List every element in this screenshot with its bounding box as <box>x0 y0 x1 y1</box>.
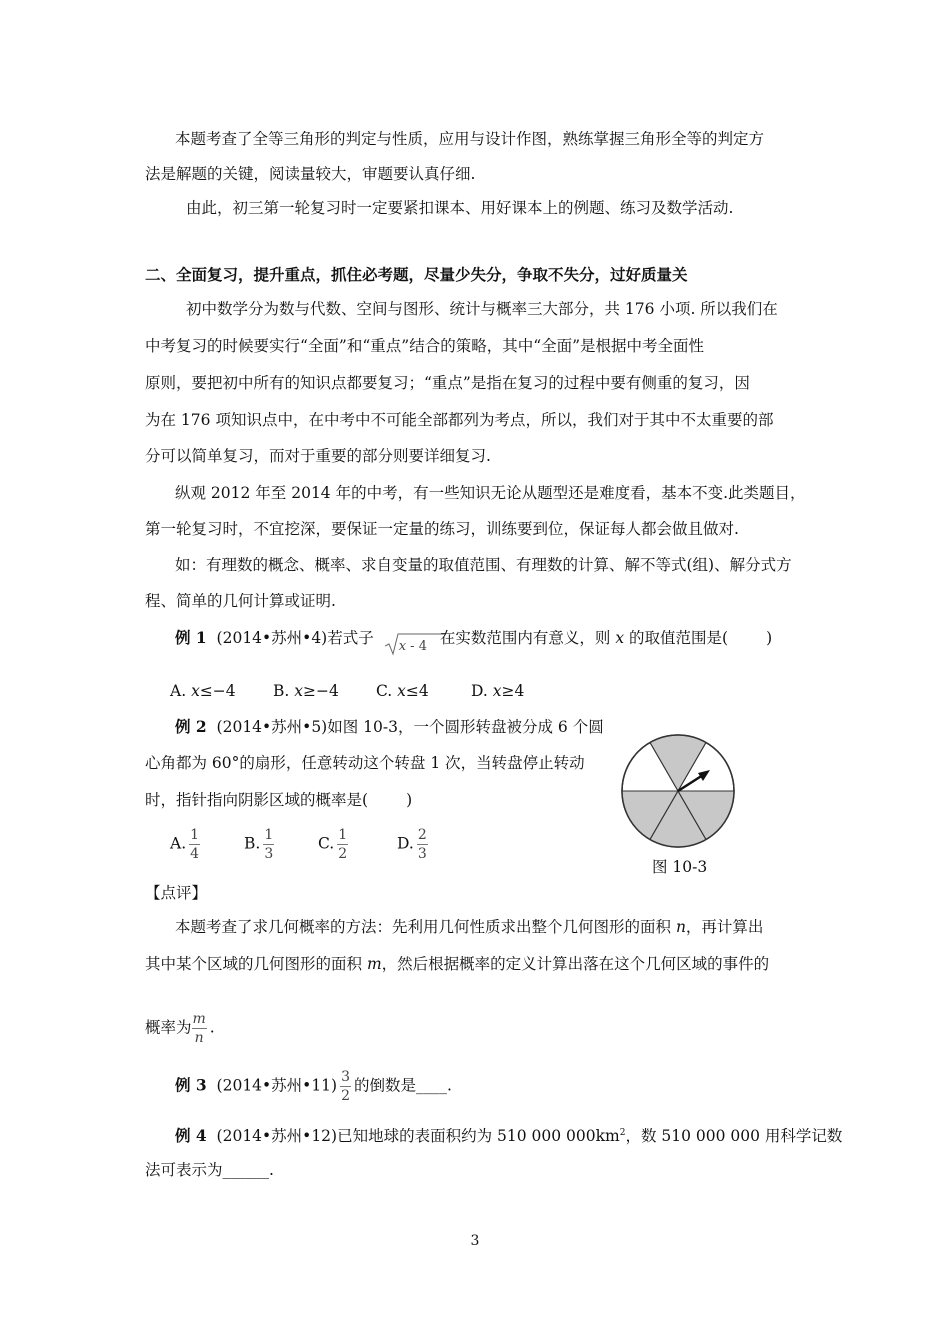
question-text: 的取值范围是( <box>624 629 729 647</box>
paragraph-line: 程、简单的几何计算或证明. <box>145 592 336 610</box>
example-2-line: 心角都为 60°的扇形，任意转动这个转盘 1 次，当转盘停止转动 <box>145 754 585 772</box>
option-c: C. x≤4 <box>376 682 429 700</box>
paragraph-line: 本题考查了全等三角形的判定与性质，应用与设计作图，熟练掌握三角形全等的判定方 <box>175 130 765 148</box>
paragraph-line: 初中数学分为数与代数、空间与图形、统计与概率三大部分，共 176 小项. 所以我们在 <box>186 300 778 318</box>
example-3-question: 例 3 (2014•苏州•11) $\frac{3}{2}$ 的倒数是____. <box>175 1069 452 1104</box>
example-label: 例 3 <box>175 1075 207 1095</box>
comment-line: 其中某个区域的几何图形的面积 m，然后根据概率的定义计算出落在这个几何区域的事件的 <box>145 955 770 973</box>
example-2-line: 时，指针指向阴影区域的概率是( ) <box>145 791 413 809</box>
paragraph-line: 第一轮复习时，不宜挖深，要保证一定量的练习，训练要到位，保证每人都会做且做对. <box>145 520 739 538</box>
comment-heading: 【点评】 <box>145 884 208 902</box>
comment-line: 本题考查了求几何概率的方法：先利用几何性质求出整个几何图形的面积 n，再计算出 <box>175 918 764 936</box>
paren-close: ) <box>766 629 773 647</box>
sqrt-variable: x <box>398 639 407 654</box>
option-a: A. $\frac{1}{4}$ <box>170 827 200 862</box>
figure-caption: 图 10-3 <box>652 858 708 876</box>
option-a: A. x≤−4 <box>170 682 236 700</box>
paragraph-line: 由此，初三第一轮复习时一定要紧扣课本、用好课本上的例题、练习及数学活动. <box>186 199 734 217</box>
example-1-question <box>175 620 772 658</box>
example-source: (2014•苏州•4)若式子 <box>216 629 374 647</box>
paragraph-line: 为在 176 项知识点中，在中考中不可能全部都列为考点，所以，我们对于其中不太重要的部 <box>145 411 774 429</box>
paragraph-line: 如：有理数的概念、概率、求自变量的取值范围、有理数的计算、解不等式(组)、解分式方 <box>175 556 792 574</box>
option-c: C. $\frac{1}{2}$ <box>318 827 348 862</box>
example-label: 例 4 <box>175 1126 207 1146</box>
page-number: 3 <box>470 1233 480 1249</box>
paragraph-line: 法是解题的关键，阅读量较大，审题要认真仔细. <box>145 165 476 183</box>
sqrt-rest: - 4 <box>406 639 427 654</box>
example-4-question: 例 4 (2014•苏州•12)已知地球的表面积约为 510 000 $000km^2$，数 510 000 000 用科学记数 <box>175 1126 843 1146</box>
option-d: D. $\frac{2}{3}$ <box>397 827 427 862</box>
question-text: 在实数范围内有意义，则 <box>439 629 616 647</box>
example-4-line: 法可表示为______. <box>145 1161 274 1179</box>
paragraph-line: 纵观 2012 年至 2014 年的中考，有一些知识无论从题型还是难度看，基本不变.此类题目， <box>175 484 806 502</box>
example-label: 例 2 <box>175 717 207 736</box>
variable: x <box>615 629 625 647</box>
radical-sign-icon <box>385 632 445 656</box>
paragraph-line: 分可以简单复习，而对于重要的部分则要详细复习. <box>145 447 491 465</box>
sqrt-expression <box>385 620 429 658</box>
paragraph-line: 原则，要把初中所有的知识点都要复习；“重点”是指在复习的过程中要有侧重的复习，因 <box>145 374 750 392</box>
comment-line: 概率为 $\frac{m}{n}$ . <box>145 1011 215 1046</box>
example-label: 例 1 <box>175 628 207 647</box>
option-b: B. x≥−4 <box>273 682 339 700</box>
paragraph-line: 中考复习的时候要实行“全面”和“重点”结合的策略，其中“全面”是根据中考全面性 <box>145 337 705 355</box>
spinner-figure <box>619 732 739 852</box>
section-heading: 二、全面复习，提升重点，抓住必考题，尽量少失分，争取不失分，过好质量关 <box>145 265 688 284</box>
option-d: D. x≥4 <box>471 682 525 700</box>
example-2-line: 例 2 (2014•苏州•5)如图 10-3，一个圆形转盘被分成 6 个圆 <box>175 717 604 736</box>
option-b: B. $\frac{1}{3}$ <box>244 827 274 862</box>
